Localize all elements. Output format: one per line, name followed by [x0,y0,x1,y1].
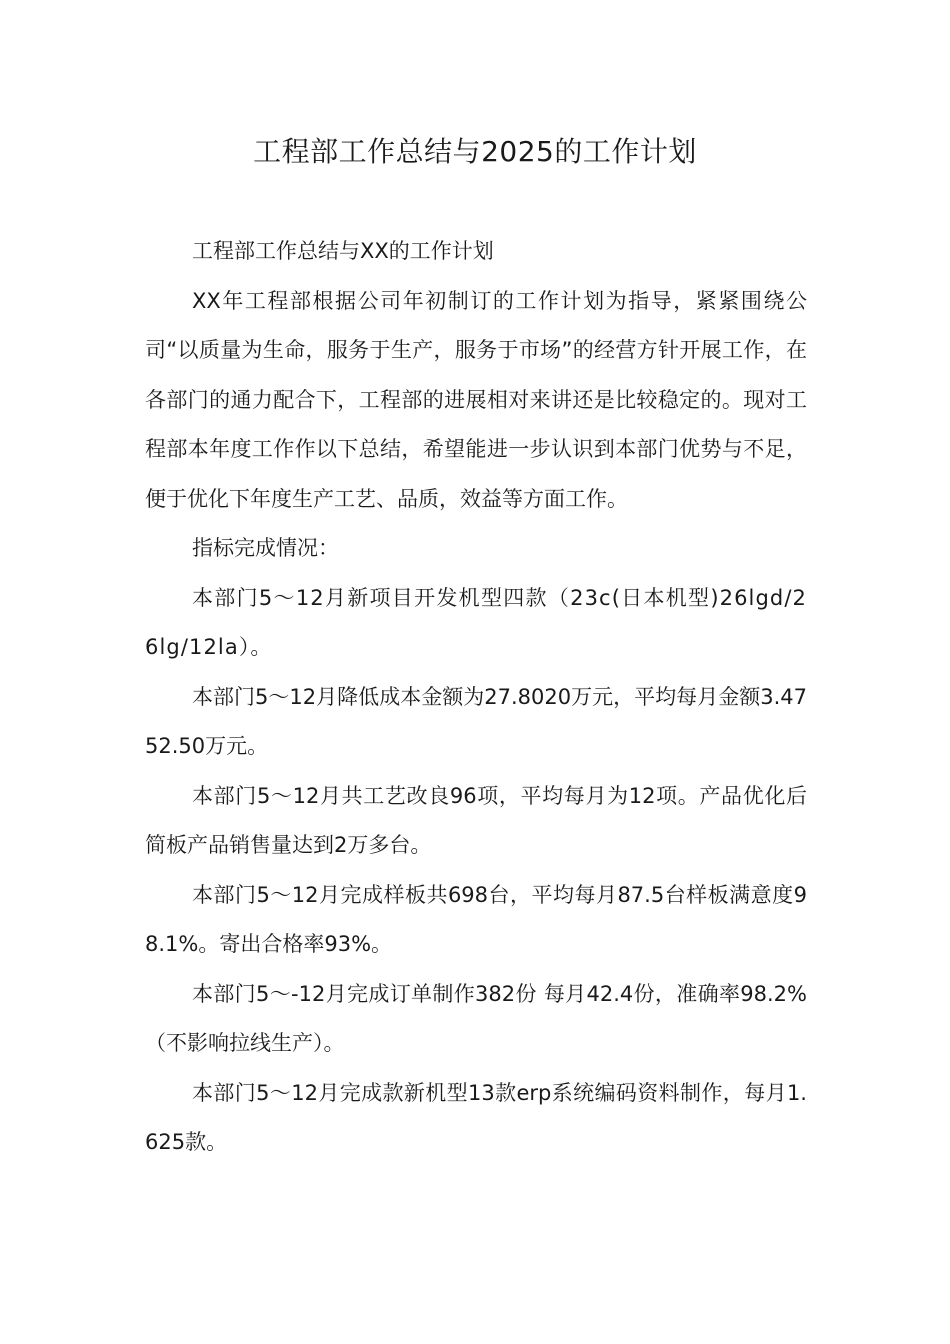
paragraph-new-projects: 本部门5～12月新项目开发机型四款（23c(日本机型)26lgd/26lg/12la）。 [145,585,807,659]
paragraph-orders: 本部门5～-12月完成订单制作382份 每月42.4份，准确率98.2%（不影响拉线生产）。 [145,981,807,1055]
paragraph-indicators-heading: 指标完成情况： [192,536,339,560]
document-body [145,227,807,1168]
document-title: 工程部工作总结与2025的工作计划 [253,135,697,168]
paragraph-intro: XX年工程部根据公司年初制订的工作计划为指导，紧紧围绕公司“以质量为生命，服务于生产，服务于市场”的经营方针开展工作，在各部门的通力配合下，工程部的进展相对来讲还是比较稳定的。现对工程部本年度工作作以下总结，希望能进一步认识到本部门优势与不足，便于优化下年度生产工艺、品质，效益等方面工作。 [145,288,807,511]
paragraph-cost-reduction: 本部门5～12月降低成本金额为27.8020万元，平均每月金额3.4752.50万元。 [145,684,807,758]
paragraph-subtitle: 工程部工作总结与XX的工作计划 [192,239,494,263]
paragraph-process-improvement: 本部门5～12月共工艺改良96项，平均每月为12项。产品优化后简板产品销售量达到2万多台。 [145,783,807,857]
paragraph-samples: 本部门5～12月完成样板共698台，平均每月87.5台样板满意度98.1%。寄出合格率93%。 [145,882,807,956]
paragraph-erp-coding: 本部门5～12月完成款新机型13款erp系统编码资料制作，每月1.625款。 [145,1080,807,1154]
